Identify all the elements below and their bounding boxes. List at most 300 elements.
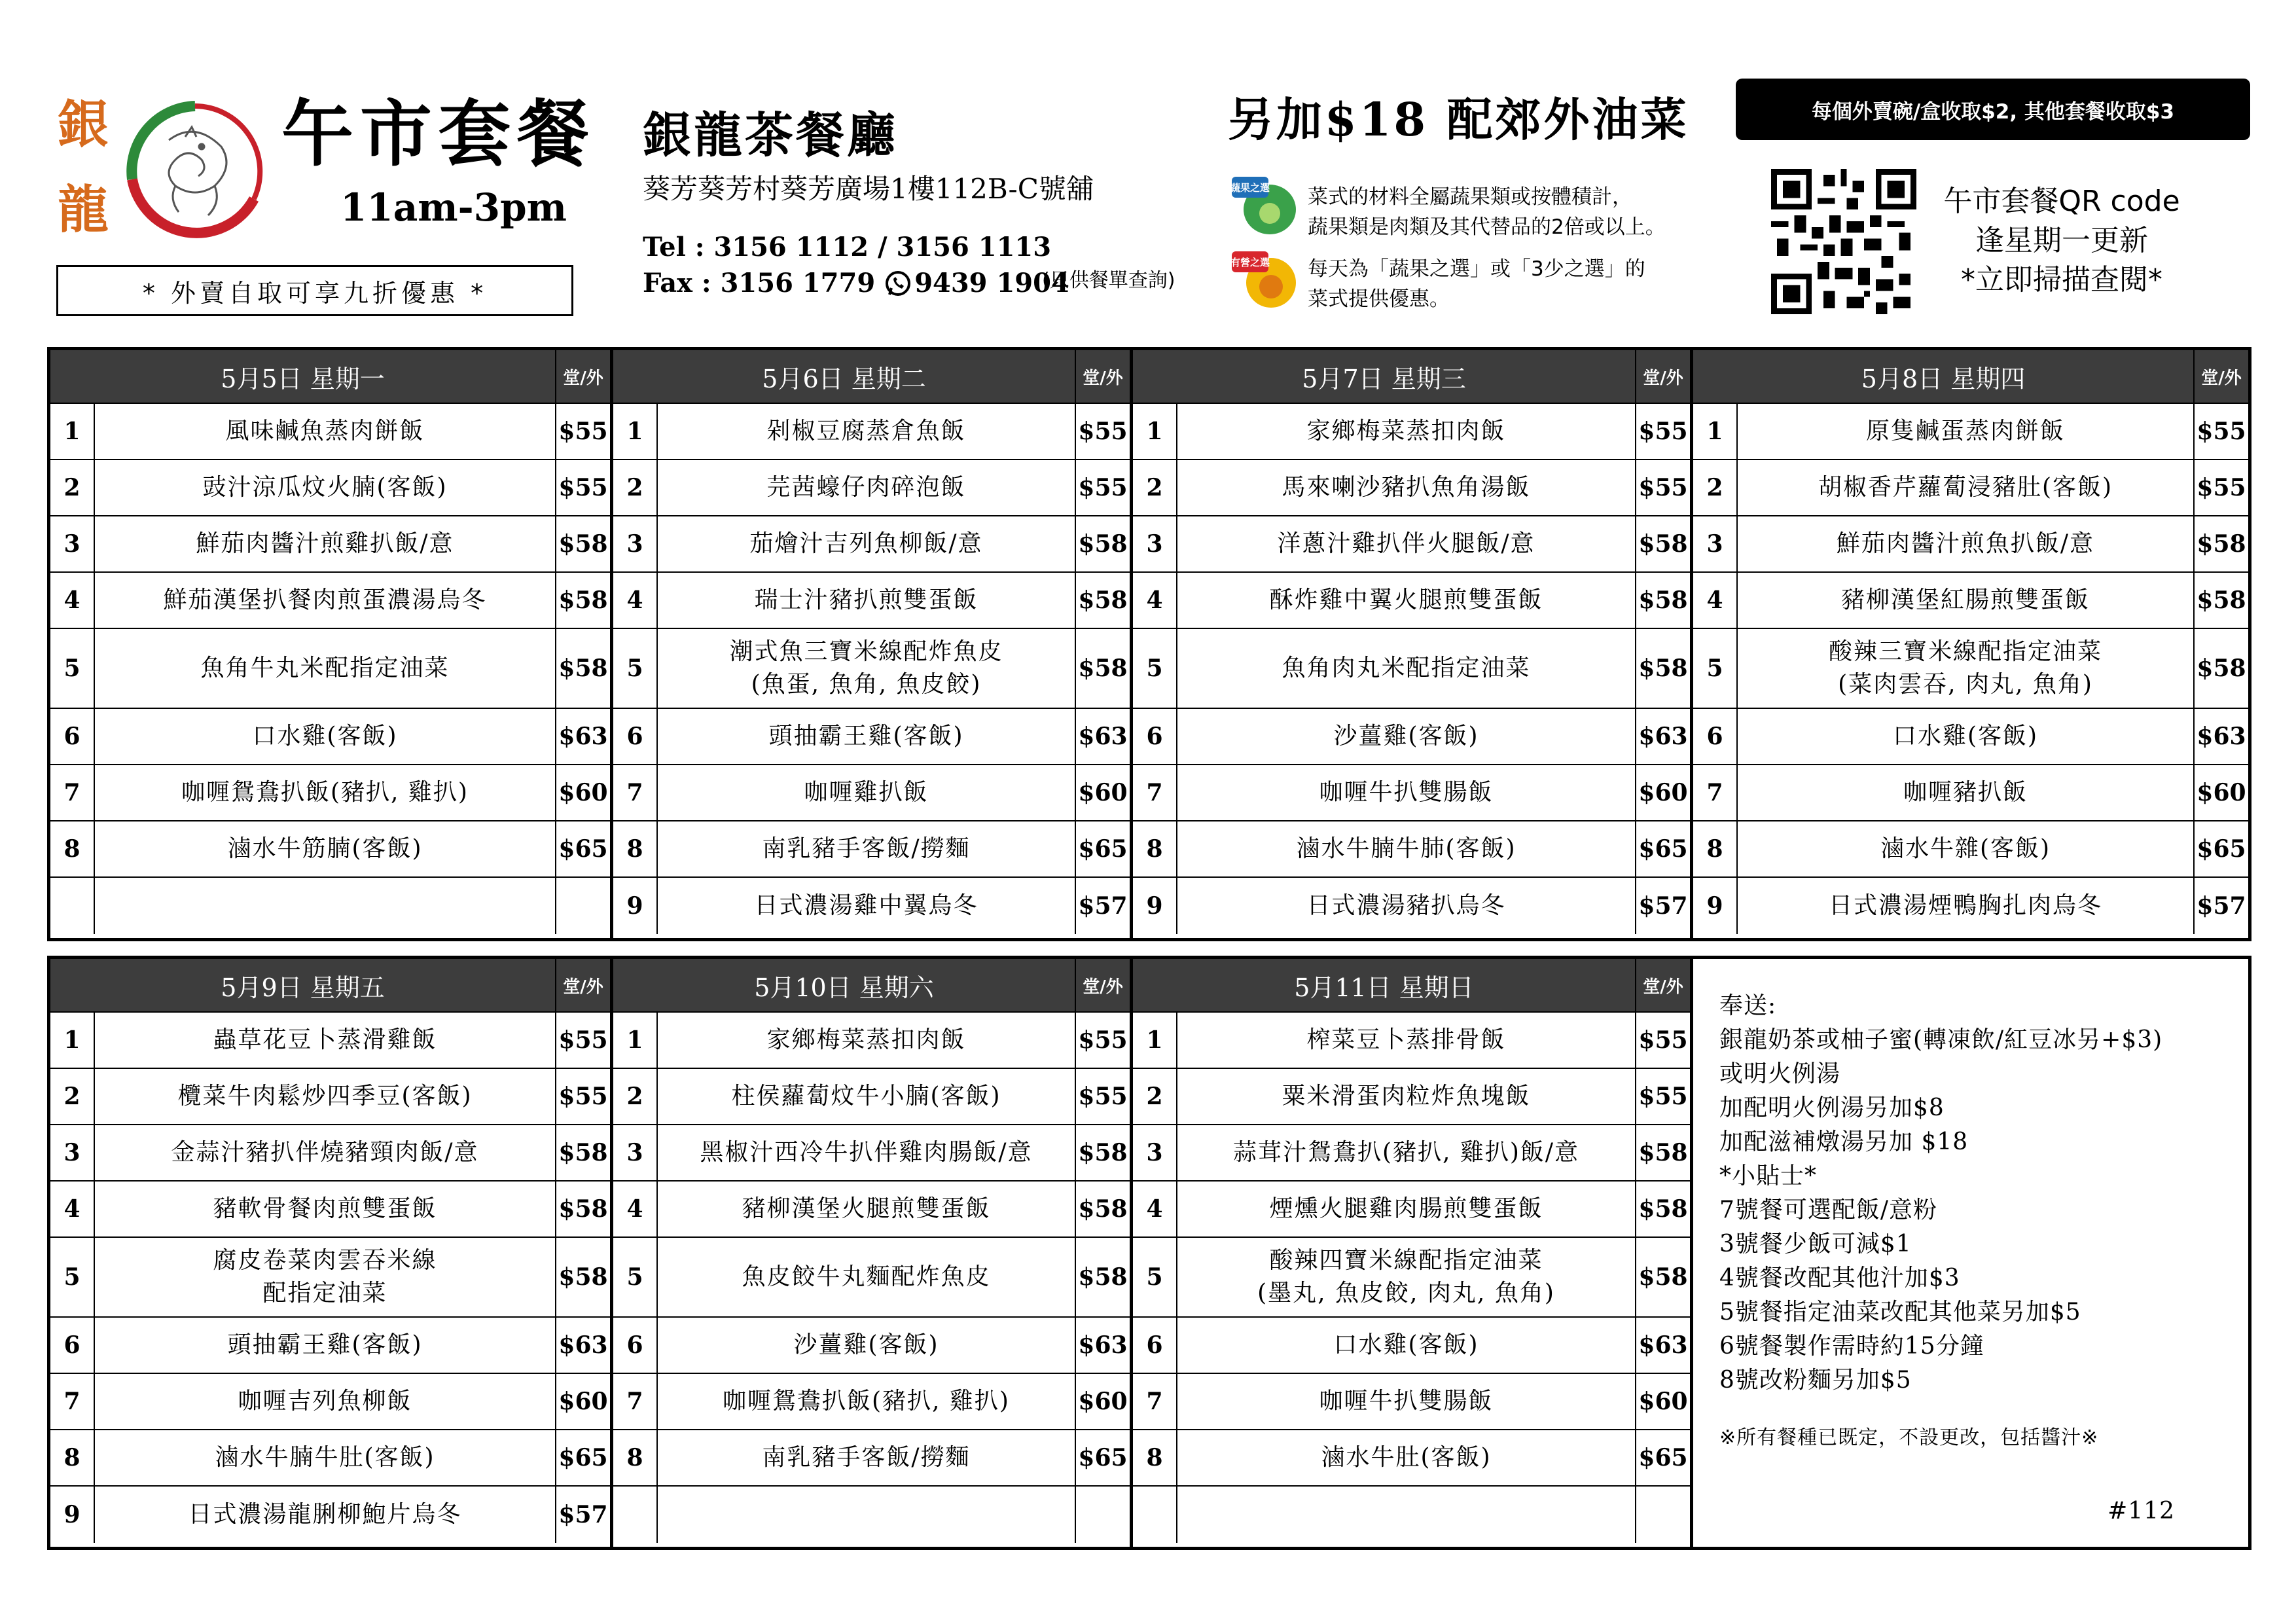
note-line: 加配滋補燉湯另加 $18 [1719, 1128, 1969, 1155]
dish-name [95, 1013, 555, 1068]
menu-item-row[interactable] [50, 765, 610, 821]
dish-name-line: 金蒜汁豬扒伴燒豬頸肉飯/意 [171, 1139, 479, 1166]
svg-text:蔬果之選: 蔬果之選 [1230, 182, 1270, 194]
menu-item-row[interactable] [50, 1238, 610, 1318]
item-number: 7 [50, 765, 95, 820]
item-number: 7 [1133, 765, 1177, 820]
dish-name [658, 1318, 1075, 1373]
menu-item-row[interactable] [1133, 1318, 1690, 1374]
item-price: $65 [1635, 1430, 1690, 1485]
menu-item-row[interactable] [613, 1069, 1130, 1125]
item-number: 8 [613, 1430, 658, 1485]
dish-name [1177, 404, 1635, 459]
menu-item-row[interactable] [50, 629, 610, 709]
dish-name [95, 1182, 555, 1236]
dish-name [95, 821, 555, 876]
menu-item-row[interactable] [50, 1069, 610, 1125]
menu-item-row[interactable] [613, 1013, 1130, 1069]
item-price: $63 [1635, 1318, 1690, 1373]
menu-item-row[interactable] [1133, 709, 1690, 765]
save-note-line-1: 每天為「蔬果之選」或「3少之選」的 [1308, 257, 1645, 281]
dine-in-takeaway-label: 堂/外 [555, 350, 610, 403]
dish-name-line: 咖喱吉列魚柳飯 [238, 1388, 412, 1415]
item-number: 4 [1133, 573, 1177, 628]
note-line: 5號餐指定油菜改配其他菜另加$5 [1719, 1299, 2081, 1326]
veg-note-line-2: 蔬果類是肉類及其代替品的2倍或以上。 [1308, 215, 1666, 239]
dish-name [95, 765, 555, 820]
note-line: 奉送: [1719, 992, 1777, 1019]
dish-name [1177, 1125, 1635, 1180]
fine-print: ※所有餐種已既定，不設更改，包括醬汁※ [1719, 1426, 2099, 1449]
dish-name-line: 咖喱雞扒飯 [804, 779, 929, 806]
menu-item-row[interactable] [613, 404, 1130, 460]
dish-name-line: 胡椒香芹蘿蔔浸豬肚(客飯) [1818, 474, 2113, 501]
dish-name [95, 516, 555, 571]
dish-name [658, 1013, 1075, 1068]
item-number: 4 [613, 1182, 658, 1236]
item-number: 4 [613, 573, 658, 628]
dish-name-line: 口水雞(客飯) [1333, 1331, 1479, 1358]
menu-item-row[interactable] [1133, 1125, 1690, 1182]
menu-item-row[interactable] [50, 573, 610, 629]
restaurant-address: 葵芳葵芳村葵芳廣場1樓112B-C號舖 [643, 173, 1094, 205]
dish-name [1177, 878, 1635, 934]
item-price: $55 [2193, 404, 2248, 459]
item-price: $58 [555, 1182, 610, 1236]
item-number: 7 [50, 1374, 95, 1429]
dish-name-line: 咖喱牛扒雙腸飯 [1319, 1388, 1494, 1415]
menu-item-row[interactable] [613, 1430, 1130, 1487]
item-number: 1 [613, 1013, 658, 1068]
dish-name-line: 南乳豬手客飯/撈麵 [762, 1444, 971, 1471]
day-date: 5月7日 星期三 [1302, 364, 1466, 393]
item-number: 6 [50, 1318, 95, 1373]
menu-item-row[interactable] [613, 1374, 1130, 1430]
qr-code-icon[interactable] [1771, 169, 1916, 314]
menu-item-row[interactable] [50, 516, 610, 573]
item-price: $58 [555, 629, 610, 708]
menu-item-row[interactable] [50, 1318, 610, 1374]
dish-name [95, 404, 555, 459]
dish-name [95, 1238, 555, 1316]
menu-item-row[interactable] [613, 516, 1130, 573]
dish-name [1177, 765, 1635, 820]
day-date: 5月11日 星期日 [1294, 973, 1474, 1002]
restaurant-name: 銀龍茶餐廳 [643, 107, 898, 164]
day-header [50, 959, 610, 1013]
item-number: 5 [50, 629, 95, 708]
menu-item-row[interactable] [613, 709, 1130, 765]
item-price [1635, 1487, 1690, 1543]
menu-item-row[interactable] [50, 821, 610, 878]
dish-name-line: 原隻鹹蛋蒸肉餅飯 [1865, 418, 2065, 444]
menu-item-row[interactable] [1133, 1182, 1690, 1238]
dish-name [95, 878, 555, 934]
dish-name [95, 1374, 555, 1429]
menu-item-row[interactable] [50, 1013, 610, 1069]
whatsapp-number: 9439 1904 [914, 268, 1069, 298]
page-title: 午市套餐 [281, 92, 596, 176]
item-price: $63 [555, 1318, 610, 1373]
item-number: 2 [1693, 460, 1738, 515]
dish-name-line: 魚角肉丸米配指定油菜 [1282, 655, 1531, 681]
dish-name [1177, 1069, 1635, 1124]
menu-item-row[interactable] [1693, 878, 2248, 934]
dish-name [658, 1374, 1075, 1429]
menu-item-row[interactable] [1693, 629, 2248, 709]
item-number: 3 [613, 516, 658, 571]
dish-name-line: 日式濃湯龍脷柳鮑片烏冬 [188, 1501, 462, 1528]
item-number: 9 [50, 1487, 95, 1543]
note-line: 銀龍奶茶或柚子蜜(轉凍飲/紅豆冰另+$3) [1719, 1026, 2163, 1053]
dish-name-line: 酥炸雞中翼火腿煎雙蛋飯 [1269, 586, 1543, 613]
menu-table-week-bottom [47, 956, 2251, 1550]
item-price: $58 [1635, 1182, 1690, 1236]
item-number [613, 1487, 658, 1543]
dish-name-line: 滷水牛肚(客飯) [1321, 1444, 1492, 1471]
item-price: $58 [1635, 516, 1690, 571]
dine-in-takeaway-label: 堂/外 [1635, 350, 1690, 403]
dish-name-line: 馬來喇沙豬扒魚角湯飯 [1282, 474, 1531, 501]
dish-name-line: 蟲草花豆卜蒸滑雞飯 [213, 1026, 437, 1053]
dish-name [1177, 1238, 1635, 1316]
dish-detail-line: 配指定油菜 [262, 1280, 387, 1307]
menu-item-row[interactable] [1693, 709, 2248, 765]
day-column [1693, 350, 2248, 938]
item-number: 3 [1133, 516, 1177, 571]
dish-name [658, 404, 1075, 459]
menu-item-row[interactable] [613, 573, 1130, 629]
day-column [613, 959, 1133, 1547]
note-line: 8號改粉麵另加$5 [1719, 1367, 1912, 1394]
fax-note: (只供餐單查詢) [1042, 269, 1175, 292]
dish-name-line: 南乳豬手客飯/撈麵 [762, 835, 971, 862]
dish-name [1177, 821, 1635, 876]
menu-item-row[interactable] [1693, 821, 2248, 878]
item-price: $58 [1075, 629, 1130, 708]
item-number [1133, 1487, 1177, 1543]
dish-detail-line: (魚蛋, 魚角, 魚皮餃) [751, 671, 982, 698]
item-number: 5 [613, 1238, 658, 1316]
item-price: $55 [1635, 1013, 1690, 1068]
day-header [1133, 350, 1690, 404]
menu-item-row[interactable] [50, 709, 610, 765]
menu-item-row[interactable] [50, 404, 610, 460]
dish-name-line: 風味鹹魚蒸肉餅飯 [225, 418, 425, 444]
item-number: 2 [613, 1069, 658, 1124]
dish-name [1738, 516, 2193, 571]
item-price: $63 [1635, 709, 1690, 764]
dish-name [1177, 709, 1635, 764]
dragon-emblem-icon [123, 101, 267, 238]
item-number: 7 [613, 765, 658, 820]
item-number: 9 [1693, 878, 1738, 934]
dish-name [1738, 765, 2193, 820]
dish-name [1177, 1013, 1635, 1068]
item-price: $63 [555, 709, 610, 764]
item-price: $58 [555, 1238, 610, 1316]
item-price: $58 [2193, 629, 2248, 708]
dish-name [95, 573, 555, 628]
dish-name-line: 鮮茄肉醬汁煎雞扒飯/意 [196, 530, 454, 557]
dish-name-line: 沙薑雞(客飯) [793, 1331, 939, 1358]
item-price: $57 [1075, 878, 1130, 934]
item-price: $58 [2193, 516, 2248, 571]
dish-name [1738, 573, 2193, 628]
menu-item-row[interactable] [613, 878, 1130, 934]
logo-char-1: 銀 [58, 95, 109, 154]
day-date: 5月5日 星期一 [221, 364, 385, 393]
menu-item-row[interactable] [1693, 516, 2248, 573]
item-price: $65 [1635, 821, 1690, 876]
menu-item-row[interactable] [1133, 1013, 1690, 1069]
dish-name [95, 629, 555, 708]
item-number: 1 [1133, 1013, 1177, 1068]
menu-item-row[interactable] [50, 1374, 610, 1430]
dish-name [95, 1487, 555, 1543]
item-price: $58 [1635, 1125, 1690, 1180]
dish-name [1177, 1430, 1635, 1485]
dish-name-line: 家鄉梅菜蒸扣肉飯 [766, 1026, 966, 1053]
dish-name [1738, 404, 2193, 459]
menu-item-row[interactable] [1133, 1430, 1690, 1487]
dish-name-line: 蒜茸汁鴛鴦扒(豬扒, 雞扒)飯/意 [1232, 1139, 1580, 1166]
menu-item-row[interactable] [613, 1487, 1130, 1543]
menu-item-row[interactable] [1133, 765, 1690, 821]
item-price: $57 [555, 1487, 610, 1543]
dish-name [1738, 878, 2193, 934]
menu-item-row[interactable] [1133, 460, 1690, 516]
item-number: 7 [1133, 1374, 1177, 1429]
menu-item-row[interactable] [50, 1430, 610, 1487]
dish-name [658, 1430, 1075, 1485]
dish-name-line: 日式濃湯煙鴨胸扎肉烏冬 [1828, 892, 2102, 919]
menu-item-row[interactable] [1693, 460, 2248, 516]
menu-item-row[interactable] [1133, 1374, 1690, 1430]
item-price: $60 [1075, 765, 1130, 820]
telephone: Tel : 3156 1112 / 3156 1113 [643, 232, 1052, 262]
dish-detail-line: (墨丸, 魚皮餃, 肉丸, 魚角) [1257, 1280, 1555, 1307]
menu-item-row[interactable] [613, 1125, 1130, 1182]
dish-name-line: 滷水牛雜(客飯) [1880, 835, 2051, 862]
item-number: 4 [1133, 1182, 1177, 1236]
dish-name-line: 酸辣三寶米線配指定油菜 [1828, 638, 2102, 665]
dish-name-line: 頭抽霸王雞(客飯) [768, 723, 964, 749]
day-column [1133, 350, 1693, 938]
menu-item-row[interactable] [613, 1238, 1130, 1318]
item-price: $63 [1075, 709, 1130, 764]
dish-name [1738, 629, 2193, 708]
dish-name-line: 芫茜蠔仔肉碎泡飯 [766, 474, 966, 501]
item-number: 7 [1693, 765, 1738, 820]
item-price: $65 [1075, 1430, 1130, 1485]
item-number: 3 [50, 516, 95, 571]
menu-item-row[interactable] [1133, 878, 1690, 934]
menu-item-row[interactable] [50, 878, 610, 934]
item-number: 8 [1133, 1430, 1177, 1485]
dish-name-line: 日式濃湯豬扒烏冬 [1306, 892, 1506, 919]
dish-name-line: 頭抽霸王雞(客飯) [227, 1331, 423, 1358]
dish-name [95, 460, 555, 515]
menu-item-row[interactable] [613, 821, 1130, 878]
item-price: $60 [555, 765, 610, 820]
dish-name-line: 口水雞(客飯) [252, 723, 398, 749]
item-number: 5 [1693, 629, 1738, 708]
dish-name-line: 瑞士汁豬扒煎雙蛋飯 [754, 586, 978, 613]
menu-table-week-top [47, 347, 2251, 941]
dish-name [1738, 460, 2193, 515]
dish-name-line: 潮式魚三寶米線配炸魚皮 [729, 638, 1003, 665]
item-number: 1 [50, 404, 95, 459]
day-column [1133, 959, 1693, 1547]
note-line: 6號餐製作需時約15分鐘 [1719, 1333, 1984, 1360]
menu-item-row[interactable] [1133, 404, 1690, 460]
dine-in-takeaway-label: 堂/外 [1635, 959, 1690, 1011]
item-price: $60 [1635, 765, 1690, 820]
veg-choice-badge-icon [1230, 173, 1300, 236]
item-price: $65 [555, 821, 610, 876]
dish-name [658, 1238, 1075, 1316]
item-price: $58 [1635, 573, 1690, 628]
menu-item-row[interactable] [50, 1125, 610, 1182]
item-number: 3 [50, 1125, 95, 1180]
dish-name [1177, 516, 1635, 571]
dish-name-line: 咖喱鴛鴦扒飯(豬扒, 雞扒) [723, 1388, 1010, 1415]
dish-name-line: 魚皮餃牛丸麵配炸魚皮 [742, 1263, 991, 1290]
dish-name [658, 821, 1075, 876]
item-price: $60 [1635, 1374, 1690, 1429]
item-number: 8 [1693, 821, 1738, 876]
dish-name-line: 粟米滑蛋肉粒炸魚塊飯 [1282, 1083, 1531, 1110]
dish-name [658, 1182, 1075, 1236]
day-date: 5月6日 星期二 [762, 364, 926, 393]
dish-name [658, 460, 1075, 515]
item-number: 2 [1133, 1069, 1177, 1124]
item-price: $60 [1075, 1374, 1130, 1429]
menu-item-row[interactable] [50, 1182, 610, 1238]
item-number: 1 [50, 1013, 95, 1068]
dine-in-takeaway-label: 堂/外 [2193, 350, 2248, 403]
item-number: 3 [1693, 516, 1738, 571]
menu-item-row[interactable] [1133, 1487, 1690, 1543]
item-number: 4 [50, 573, 95, 628]
dish-name [1177, 1182, 1635, 1236]
item-number: 6 [613, 1318, 658, 1373]
menu-item-row[interactable] [50, 1487, 610, 1543]
item-price: $55 [555, 1013, 610, 1068]
dish-name [658, 1125, 1075, 1180]
menu-item-row[interactable] [1133, 573, 1690, 629]
item-price: $60 [555, 1374, 610, 1429]
item-price: $58 [1075, 516, 1130, 571]
menu-item-row[interactable] [1693, 404, 2248, 460]
dish-name [1177, 1487, 1635, 1543]
dish-name [658, 709, 1075, 764]
menu-item-row[interactable] [1693, 765, 2248, 821]
day-column [50, 959, 613, 1547]
dine-in-takeaway-label: 堂/外 [1075, 959, 1130, 1011]
item-price: $65 [1075, 821, 1130, 876]
qr-line-3: *立即掃描查閱* [1961, 263, 2162, 297]
item-number [50, 878, 95, 934]
dish-name-line: 咖喱豬扒飯 [1903, 779, 2028, 806]
fax-whatsapp-line [643, 270, 1069, 297]
note-line: 4號餐改配其他汁加$3 [1719, 1265, 1960, 1291]
dish-name [95, 1430, 555, 1485]
item-price: $58 [1075, 1125, 1130, 1180]
menu-item-row[interactable] [613, 460, 1130, 516]
item-price [555, 878, 610, 934]
day-date: 5月8日 星期四 [1861, 364, 2026, 393]
dish-name [658, 1487, 1075, 1543]
dish-name-line: 豉汁涼瓜炆火腩(客飯) [202, 474, 448, 501]
dish-name-line: 鮮茄肉醬汁煎魚扒飯/意 [1836, 530, 2095, 557]
item-price: $63 [1075, 1318, 1130, 1373]
day-header [613, 959, 1130, 1013]
item-number: 6 [613, 709, 658, 764]
item-number: 4 [50, 1182, 95, 1236]
menu-item-row[interactable] [1133, 821, 1690, 878]
item-price: $58 [1075, 1238, 1130, 1316]
set-meal-notes [1693, 959, 2248, 1547]
menu-item-row[interactable] [613, 629, 1130, 709]
item-price: $55 [1075, 404, 1130, 459]
day-header [613, 350, 1130, 404]
dish-name-line: 柱侯蘿蔔炆牛小腩(客飯) [731, 1083, 1001, 1110]
healthy-choice-note [1308, 254, 1645, 314]
dish-name-line: 魚角牛丸米配指定油菜 [200, 655, 450, 681]
takeaway-discount-banner: * 外賣自取可享九折優惠 * [56, 265, 573, 316]
menu-item-row[interactable] [1133, 629, 1690, 709]
item-price: $55 [1075, 1013, 1130, 1068]
item-number: 2 [50, 460, 95, 515]
dish-name [95, 1318, 555, 1373]
item-price: $57 [1635, 878, 1690, 934]
menu-item-row[interactable] [1693, 573, 2248, 629]
item-number: 8 [613, 821, 658, 876]
dish-name-line: 剁椒豆腐蒸倉魚飯 [766, 418, 966, 444]
item-number: 8 [50, 1430, 95, 1485]
item-price: $55 [1075, 1069, 1130, 1124]
svg-text:有營之選: 有營之選 [1230, 257, 1270, 268]
menu-item-row[interactable] [613, 1318, 1130, 1374]
item-number: 5 [50, 1238, 95, 1316]
day-column [613, 350, 1133, 938]
item-price: $58 [1635, 1238, 1690, 1316]
dish-name-line: 家鄉梅菜蒸扣肉飯 [1306, 418, 1506, 444]
dish-name [95, 1069, 555, 1124]
menu-item-row[interactable] [1133, 516, 1690, 573]
dish-detail-line: (菜肉雲吞, 肉丸, 魚角) [1838, 671, 2093, 698]
dish-name-line: 滷水牛筋腩(客飯) [227, 835, 423, 862]
dish-name [658, 573, 1075, 628]
menu-item-row[interactable] [613, 765, 1130, 821]
dish-name-line: 咖喱鴛鴦扒飯(豬扒, 雞扒) [181, 779, 469, 806]
item-number: 1 [1133, 404, 1177, 459]
dish-name [658, 878, 1075, 934]
dish-name-line: 日式濃湯雞中翼烏冬 [754, 892, 978, 919]
lunch-hours: 11am-3pm [340, 185, 567, 230]
note-line: 或明火例湯 [1719, 1060, 1841, 1087]
menu-item-row[interactable] [613, 1182, 1130, 1238]
menu-item-row[interactable] [50, 460, 610, 516]
dish-name-line: 榨菜豆卜蒸排骨飯 [1306, 1026, 1506, 1053]
menu-item-row[interactable] [1133, 1238, 1690, 1318]
item-number: 2 [1133, 460, 1177, 515]
logo-char-2: 龍 [58, 180, 109, 240]
menu-item-row[interactable] [1133, 1069, 1690, 1125]
day-header [1133, 959, 1690, 1013]
